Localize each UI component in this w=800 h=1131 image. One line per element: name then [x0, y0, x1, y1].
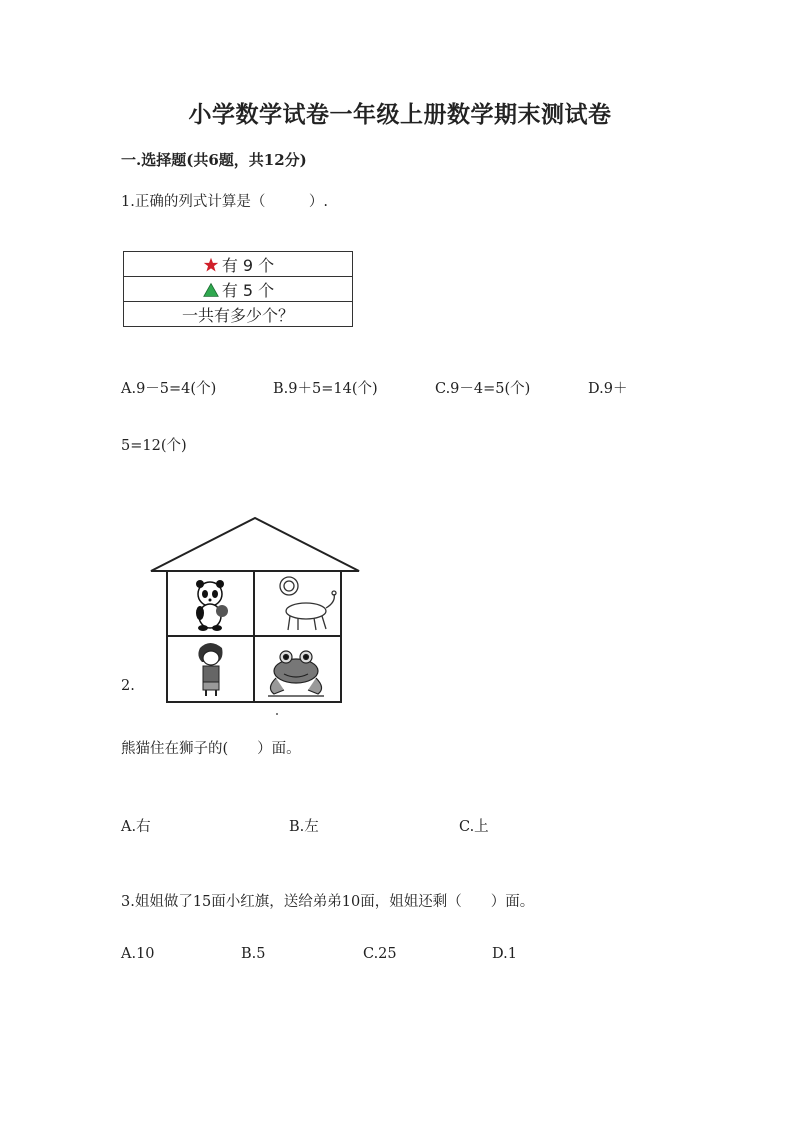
- question-3-text: 3.姐姐做了15面小红旗，送给弟弟10面，姐姐还剩（ ）面。: [121, 894, 535, 910]
- page-title: 小学数学试卷一年级上册数学期末测试卷: [188, 101, 612, 128]
- q1-option-d: D.9＋: [588, 381, 628, 397]
- question-1-table: [123, 251, 353, 327]
- table-row: [124, 252, 353, 277]
- table-cell: [124, 252, 353, 277]
- child-icon: [198, 643, 222, 696]
- red-star-icon: [202, 257, 220, 273]
- table-cell: 一共有多少个？: [124, 302, 353, 327]
- section-heading: 一.选择题(共6题，共12分): [121, 151, 307, 169]
- table-row1-text: 有 9 个: [221, 255, 275, 275]
- q3-option-c: C.25: [363, 946, 397, 962]
- lion-icon: [280, 577, 336, 630]
- question-2-text: 熊猫住在狮子的( ）面。: [121, 741, 301, 757]
- q2-option-c: C.上: [459, 819, 489, 835]
- frog-icon: [268, 651, 324, 696]
- q1-option-a: A.9－5=4(个): [121, 381, 217, 397]
- q3-option-a: A.10: [121, 946, 155, 962]
- q2-option-a: A.右: [121, 819, 151, 835]
- table-row2-text: 有 5 个: [221, 280, 275, 300]
- table-row: [124, 277, 353, 302]
- q1-option-b: B.9＋5=14(个): [273, 381, 378, 397]
- table-row: [124, 302, 353, 327]
- q3-option-d: D.1: [492, 946, 517, 962]
- house-animals-picture: [148, 516, 362, 716]
- question-1-text: 1.正确的列式计算是（ ）.: [121, 194, 328, 210]
- q2-option-b: B.左: [289, 819, 319, 835]
- table-cell: [124, 277, 353, 302]
- question-2-number: 2.: [121, 678, 135, 694]
- green-triangle-icon: [202, 282, 220, 298]
- panda-icon: [196, 580, 228, 631]
- q3-option-b: B.5: [241, 946, 266, 962]
- q1-option-c: C.9－4=5(个): [435, 381, 531, 397]
- q1-option-d-continued: 5=12(个): [121, 438, 187, 454]
